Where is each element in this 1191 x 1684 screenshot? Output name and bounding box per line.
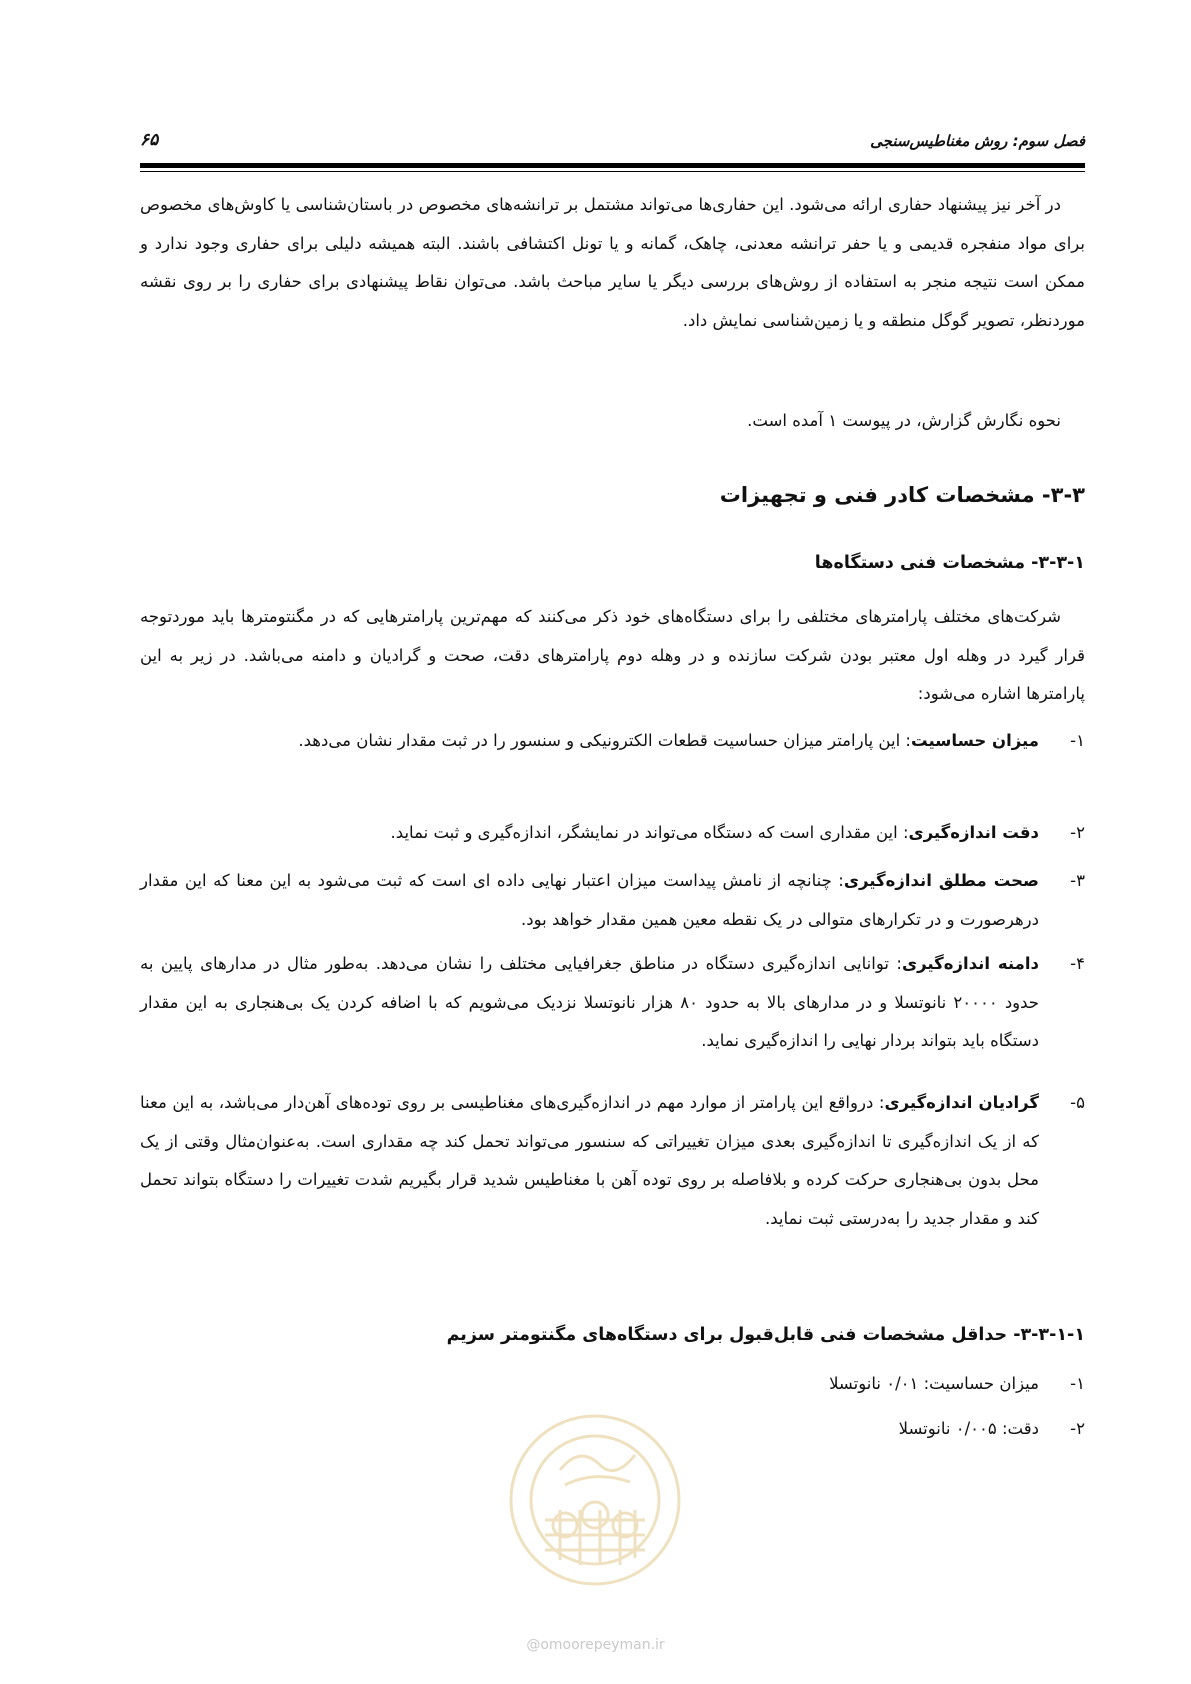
header-rule-thick bbox=[140, 163, 1085, 168]
parameter-term: میزان حساسیت bbox=[910, 731, 1039, 750]
watermark-site-text: @omoorepeyman.ir bbox=[526, 1637, 665, 1653]
list-number: ۱- bbox=[1070, 1374, 1085, 1393]
watermark-seal-icon bbox=[505, 1410, 685, 1590]
running-header bbox=[140, 128, 1085, 158]
parameter-term: دقت اندازه‌گیری bbox=[908, 823, 1039, 842]
paragraph-parameters-intro: شرکت‌های مختلف پارامترهای مختلفی را برای دستگاه‌های خود ذکر می‌کنند که مهم‌ترین پارامترهایی که در مگنتومترها باید موردتوجه قرار گیرد در وهله اول معتبر بودن شرکت سازنده و در وهله دوم پارامترهای دقت، صحت و گرادیان و دامنه می‌باشد. در زیر به این پارامترها اشاره می‌شود: bbox=[140, 607, 1085, 703]
spec-text: دقت: ۰/۰۰۵ نانوتسلا bbox=[898, 1419, 1039, 1438]
list-number: ۲- bbox=[1070, 823, 1085, 842]
list-item bbox=[140, 1084, 1085, 1238]
parameter-description: : توانایی اندازه‌گیری دستگاه در مناطق جغرافیایی مختلف را نشان می‌دهد. به‌طور مثال در مدارهای پایین به حدود ۲۰۰۰۰ نانوتسلا و در مدارهای بالا به حدود ۸۰ هزار نانوتسلا نزدیک می‌شویم که با اضافه کردن یک بی‌هنجاری به این مقدار دستگاه باید بتواند بردار نهایی را اندازه‌گیری نماید. bbox=[140, 954, 1040, 1050]
subsection-heading: ۳-۳-۱- مشخصات فنی دستگاه‌ها bbox=[814, 553, 1085, 573]
section-heading: ۳-۳- مشخصات کادر فنی و تجهیزات bbox=[719, 483, 1085, 507]
list-item bbox=[140, 814, 1085, 853]
subsubsection-heading: ۳-۳-۱-۱- حداقل مشخصات فنی قابل‌قبول برای دستگاه‌های مگنتومتر سزیم bbox=[446, 1325, 1085, 1345]
paragraph-report-appendix: نحوه نگارش گزارش، در پیوست ۱ آمده است. bbox=[747, 411, 1061, 430]
parameter-description: : این پارامتر میزان حساسیت قطعات الکترونیکی و سنسور را در ثبت مقدار نشان می‌دهد. bbox=[298, 731, 911, 750]
parameter-term: گرادیان اندازه‌گیری bbox=[884, 1093, 1039, 1112]
parameter-description: : درواقع این پارامتر از موارد مهم در اندازه‌گیری‌های مغناطیسی بر روی توده‌های آهن‌دار می‌باشد، به این معنا که از یک اندازه‌گیری تا اندازه‌گیری بعدی میزان تغییراتی که سنسور می‌تواند تحمل کند چه مقداری است. به‌عنوان‌مثال وقتی از یک محل بدون بی‌هنجاری حرکت کرده و بلافاصله بر روی توده آهن با مغناطیس شدید قرار بگیریم شدت تغییرات را دستگاه بتواند تحمل کند و مقدار جدید را به‌درستی ثبت نماید. bbox=[140, 1093, 1039, 1228]
spec-text: میزان حساسیت: ۰/۰۱ نانوتسلا bbox=[829, 1374, 1039, 1393]
list-number: ۱- bbox=[1070, 731, 1085, 750]
page-number: ۶۵ bbox=[140, 130, 159, 150]
paragraph-drilling: در آخر نیز پیشنهاد حفاری ارائه می‌شود. این حفاری‌ها می‌تواند مشتمل بر ترانشه‌های مخصوص در باستان‌شناسی یا کاوش‌های مخصوص برای مواد منفجره قدیمی و یا حفر ترانشه معدنی، چاهک، گمانه و یا تونل اکتشافی باشند. البته همیشه دلیلی برای حفاری وجود ندارد و ممکن است نتیجه منجر به استفاده از روش‌های بررسی دیگر یا سایر مباحث باشد. می‌توان نقاط پیشنهادی برای حفاری را بر روی نقشه موردنظر، تصویر گوگل منطقه و یا زمین‌شناسی نمایش داد. bbox=[140, 195, 1085, 330]
parameter-description: : این مقداری است که دستگاه می‌تواند در نمایشگر، اندازه‌گیری و ثبت نماید. bbox=[390, 823, 909, 842]
chapter-title: فصل سوم: روش مغناطیس‌سنجی bbox=[870, 132, 1085, 150]
list-number: ۴- bbox=[1070, 954, 1085, 973]
parameter-description: : چنانچه از نامش پیداست میزان اعتبار نهایی داده ای است که ثبت می‌شود به این معنا که این مقدار درهرصورت و در تکرارهای متوالی در یک نقطه معین همین مقدار خواهد بود. bbox=[140, 871, 1039, 929]
list-number: ۲- bbox=[1070, 1419, 1085, 1438]
list-item bbox=[140, 722, 1085, 761]
list-number: ۳- bbox=[1070, 871, 1085, 890]
spec-item bbox=[140, 1365, 1085, 1404]
header-rule-thin bbox=[140, 171, 1085, 172]
list-item bbox=[140, 945, 1085, 1061]
list-item bbox=[140, 862, 1085, 939]
parameter-term: صحت مطلق اندازه‌گیری bbox=[843, 871, 1039, 890]
list-number: ۵- bbox=[1070, 1093, 1085, 1112]
parameter-term: دامنه اندازه‌گیری bbox=[901, 954, 1040, 973]
